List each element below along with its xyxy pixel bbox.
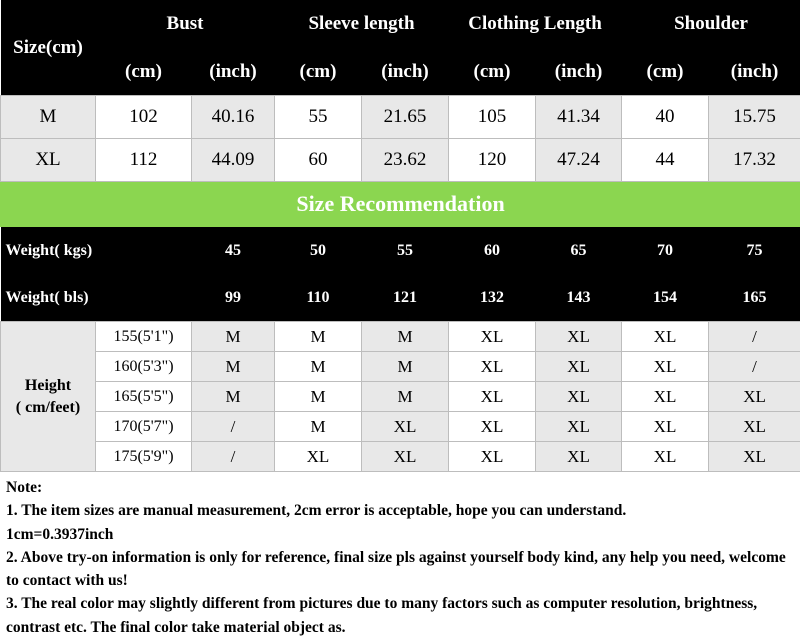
size-value: 41.34 [536, 96, 622, 139]
weight-kgs-value: 60 [449, 227, 536, 275]
unit-cell: (cm) [449, 48, 536, 96]
rec-size: / [709, 322, 800, 352]
weight-bls-value: 154 [622, 274, 709, 322]
height-value: 175(5'9") [96, 442, 192, 472]
rec-size: XL [275, 442, 362, 472]
size-name: XL [1, 139, 96, 182]
size-value: 60 [275, 139, 362, 182]
rec-size: M [192, 352, 275, 382]
size-value: 55 [275, 96, 362, 139]
group-clothing-length: Clothing Length [449, 0, 622, 48]
header-row-groups [1, 0, 800, 48]
note-item: 3. The real color may slightly different from pictures due to many factors such as computer resolution, brightness, contrast etc. The final color take material object as. [6, 592, 796, 639]
height-label [1, 322, 96, 472]
height-label-line2: ( cm/feet) [16, 399, 80, 416]
size-value: 112 [96, 139, 192, 182]
height-row [1, 412, 800, 442]
unit-cell: (cm) [622, 48, 709, 96]
rec-size: XL [709, 442, 800, 472]
size-value: 105 [449, 96, 536, 139]
recommendation-title: Size Recommendation [1, 182, 800, 227]
rec-size: M [275, 322, 362, 352]
weight-bls-value: 99 [192, 274, 275, 322]
rec-size: M [192, 382, 275, 412]
note-heading: Note: [6, 476, 796, 499]
unit-cell: (inch) [709, 48, 800, 96]
rec-size: M [362, 382, 449, 412]
rec-size: / [709, 352, 800, 382]
rec-size: XL [449, 382, 536, 412]
header-row-units [1, 48, 800, 96]
size-value: 21.65 [362, 96, 449, 139]
weight-kgs-value: 45 [192, 227, 275, 275]
weight-bls-value: 143 [536, 274, 622, 322]
rec-size: XL [536, 442, 622, 472]
note-item: 1. The item sizes are manual measurement, 2cm error is acceptable, hope you can understand. [6, 499, 796, 522]
notes-section [6, 476, 796, 639]
rec-size: XL [536, 382, 622, 412]
size-value: 15.75 [709, 96, 800, 139]
size-row-m [1, 96, 800, 139]
weight-kgs-value: 65 [536, 227, 622, 275]
size-value: 44.09 [192, 139, 275, 182]
weight-kgs-value: 75 [709, 227, 800, 275]
rec-size: M [275, 352, 362, 382]
height-row [1, 442, 800, 472]
rec-size: XL [709, 412, 800, 442]
height-value: 160(5'3") [96, 352, 192, 382]
height-row [1, 322, 800, 352]
weight-kgs-value: 50 [275, 227, 362, 275]
rec-size: XL [362, 442, 449, 472]
weight-kgs-row [1, 227, 800, 275]
height-value: 170(5'7") [96, 412, 192, 442]
rec-size: M [362, 322, 449, 352]
unit-cell: (cm) [96, 48, 192, 96]
rec-size: XL [362, 412, 449, 442]
rec-size: XL [709, 382, 800, 412]
recommendation-banner [1, 182, 800, 227]
rec-size: XL [622, 442, 709, 472]
height-label-line1: Height [25, 377, 71, 394]
weight-kgs-value: 55 [362, 227, 449, 275]
rec-size: M [192, 322, 275, 352]
height-row [1, 352, 800, 382]
weight-kgs-label: Weight( kgs) [1, 227, 192, 275]
height-row [1, 382, 800, 412]
weight-kgs-value: 70 [622, 227, 709, 275]
rec-size: XL [622, 382, 709, 412]
group-sleeve-length: Sleeve length [275, 0, 449, 48]
rec-size: XL [536, 352, 622, 382]
size-value: 120 [449, 139, 536, 182]
unit-cell: (inch) [536, 48, 622, 96]
rec-size: / [192, 442, 275, 472]
size-value: 44 [622, 139, 709, 182]
weight-bls-value: 132 [449, 274, 536, 322]
weight-bls-label: Weight( bls) [1, 274, 192, 322]
rec-size: XL [536, 412, 622, 442]
rec-size: M [275, 382, 362, 412]
note-item: 2. Above try-on information is only for reference, final size pls against yourself body kind, any help you need, welcome to contact with us! [6, 546, 796, 593]
size-cm-label: Size(cm) [1, 0, 96, 96]
group-bust: Bust [96, 0, 275, 48]
size-value: 23.62 [362, 139, 449, 182]
size-value: 102 [96, 96, 192, 139]
rec-size: XL [449, 442, 536, 472]
unit-cell: (cm) [275, 48, 362, 96]
weight-bls-value: 110 [275, 274, 362, 322]
rec-size: XL [622, 412, 709, 442]
rec-size: XL [449, 412, 536, 442]
group-shoulder: Shoulder [622, 0, 800, 48]
rec-size: XL [622, 352, 709, 382]
unit-cell: (inch) [362, 48, 449, 96]
weight-bls-row [1, 274, 800, 322]
note-item: 1cm=0.3937inch [6, 523, 796, 546]
rec-size: XL [622, 322, 709, 352]
rec-size: XL [536, 322, 622, 352]
rec-size: XL [449, 352, 536, 382]
rec-size: M [275, 412, 362, 442]
height-value: 165(5'5") [96, 382, 192, 412]
rec-size: XL [449, 322, 536, 352]
size-row-xl [1, 139, 800, 182]
size-value: 40 [622, 96, 709, 139]
rec-size: / [192, 412, 275, 442]
weight-bls-value: 165 [709, 274, 800, 322]
size-name: M [1, 96, 96, 139]
size-value: 17.32 [709, 139, 800, 182]
size-value: 40.16 [192, 96, 275, 139]
height-value: 155(5'1") [96, 322, 192, 352]
unit-cell: (inch) [192, 48, 275, 96]
size-value: 47.24 [536, 139, 622, 182]
rec-size: M [362, 352, 449, 382]
weight-bls-value: 121 [362, 274, 449, 322]
